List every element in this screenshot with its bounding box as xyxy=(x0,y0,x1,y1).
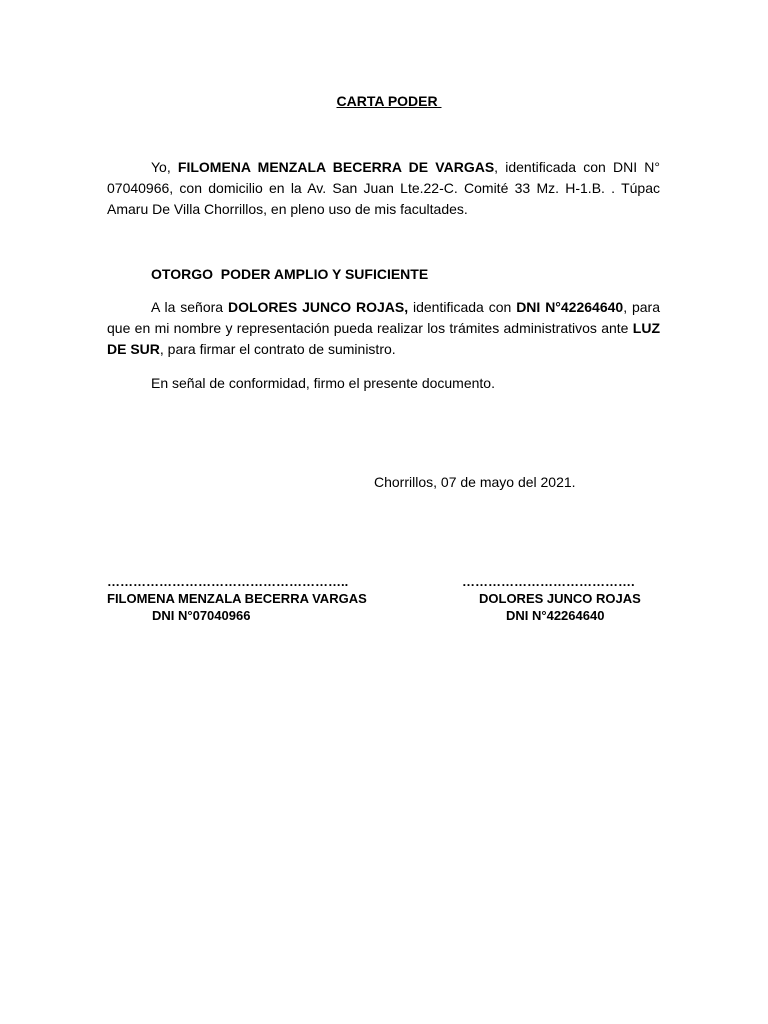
signature-line-right: …………………………………. xyxy=(462,574,635,589)
signature-left xyxy=(107,574,348,589)
grantee-pre: A la señora xyxy=(151,299,228,315)
date-line: Chorrillos, 07 de mayo del 2021. xyxy=(374,474,576,490)
grantee-dni: DNI N°42264640 xyxy=(516,299,624,315)
grantee-paragraph xyxy=(107,297,660,360)
grantor-pre: Yo, xyxy=(151,159,178,175)
grant-heading: OTORGO PODER AMPLIO Y SUFICIENTE xyxy=(151,266,429,282)
signature-right xyxy=(462,574,635,589)
signature-dni-right: DNI N°42264640 xyxy=(506,608,605,623)
grantor-details: , identificada con DNI N° 07040966, con domicilio en la Av. San Juan Lte.22-C. Comité 33 Mz. H-1.B. . Túpac Amaru De Villa Chorrillos, en pleno uso de mis facultades. xyxy=(107,159,661,217)
signature-dni-left: DNI N°07040966 xyxy=(152,608,251,623)
signature-name-left: FILOMENA MENZALA BECERRA VARGAS xyxy=(107,591,367,606)
grantor-name: FILOMENA MENZALA BECERRA DE VARGAS xyxy=(177,159,495,175)
conformity-paragraph: En señal de conformidad, firmo el presente documento. xyxy=(151,375,495,391)
signature-name-right: DOLORES JUNCO ROJAS xyxy=(479,591,641,606)
company-name: LUZ DE SUR xyxy=(107,320,660,357)
signature-line-left: ……………………………………………….. xyxy=(107,574,349,589)
grantee-mid: identificada con xyxy=(408,299,517,315)
grantee-post: , para firmar el contrato de suministro. xyxy=(159,341,396,357)
grantor-paragraph xyxy=(107,157,660,220)
grantee-mid2: , para que en mi nombre y representación pueda realizar los trámites administrativos ante xyxy=(107,299,661,336)
grantee-name: DOLORES JUNCO ROJAS, xyxy=(227,299,409,315)
document-title: CARTA PODER xyxy=(336,93,442,109)
